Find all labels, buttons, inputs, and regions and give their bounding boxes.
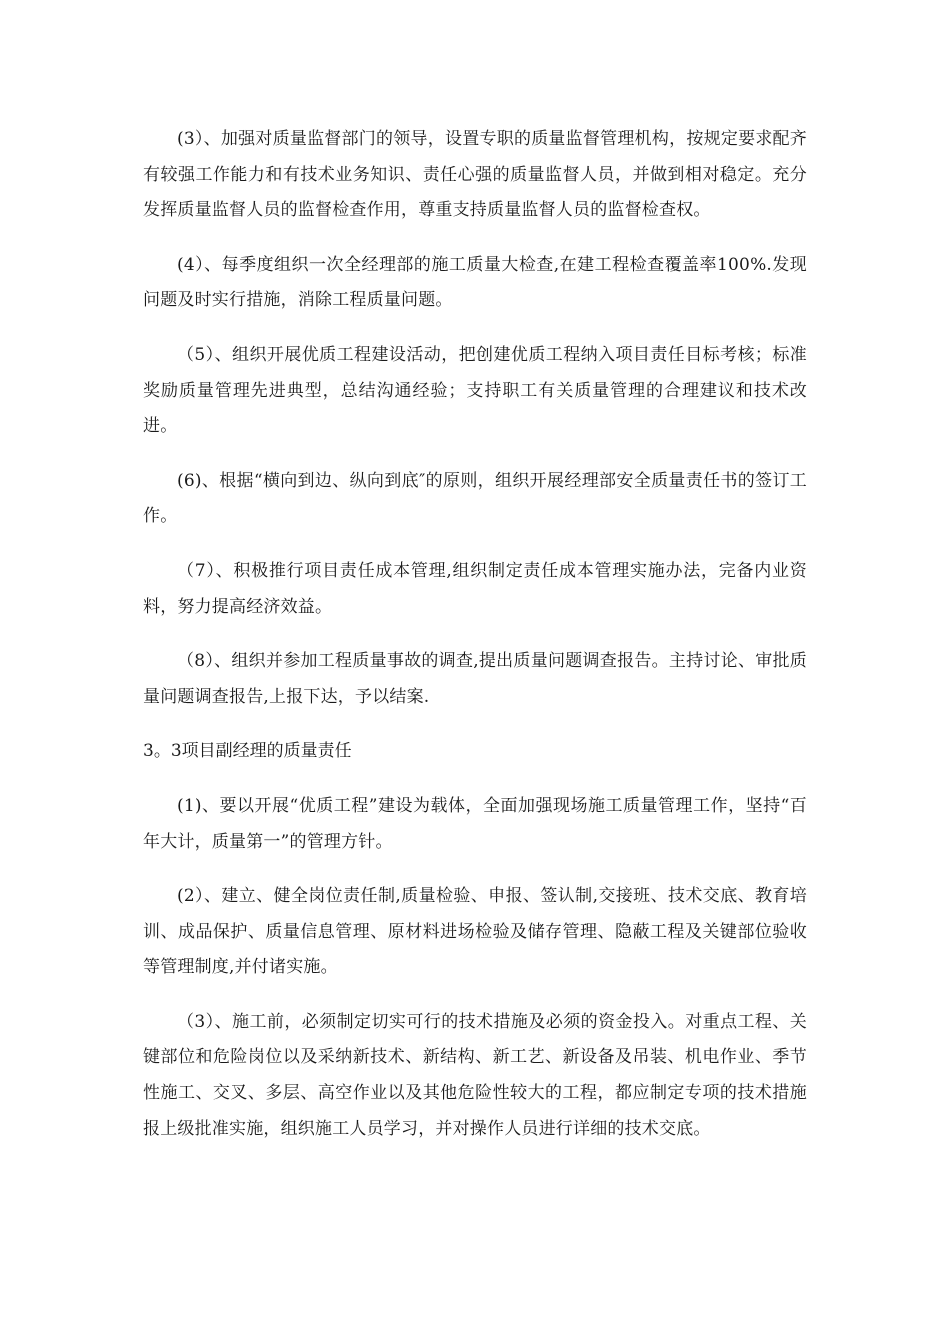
paragraph-6-responsibility-letter: (6)、根据“横向到边、纵向到底″的原则，组织开展经理部安全质量责任书的签订工作。 (143, 470, 807, 527)
paragraph-1-quality-campaign: (1)、要以开展“优质工程”建设为载体，全面加强现场施工质量管理工作，坚持“百年大计，质量第一”的管理方针。 (143, 795, 807, 852)
document-body (143, 122, 807, 1166)
paragraph-2-responsibility-system: (2）、建立、健全岗位责任制,质量检验、申报、签认制,交接班、技术交底、教育培训、成品保护、质量信息管理、原材料进场检验及储存管理、隐蔽工程及关键部位验收等管理制度,并付诸实施。 (143, 886, 807, 978)
paragraph-3-quality-supervision: (3）、加强对质量监督部门的领导，设置专职的质量监督管理机构，按规定要求配齐有较强工作能力和有技术业务知识、责任心强的质量监督人员，并做到相对稳定。充分发挥质量监督人员的监督检查作用，尊重支持质量监督人员的监督检查权。 (143, 129, 807, 221)
paragraph-5-quality-projects: （5）、组织开展优质工程建设活动，把创建优质工程纳入项目责任目标考核；标准奖励质量管理先进典型，总结沟通经验；支持职工有关质量管理的合理建议和技术改进。 (143, 344, 807, 437)
section-heading: 3。3项目副经理的质量责任 (143, 741, 352, 762)
paragraph-3-technical-measures: （3）、施工前，必须制定切实可行的技术措施及必须的资金投入。对重点工程、关键部位和危险岗位以及采纳新技术、新结构、新工艺、新设备及吊装、机电作业、季节性施工、交叉、多层、高空作业以及其他危险性较大的工程，都应制定专项的技术措施报上级批准实施，组织施工人员学习，并对操作人员进行详细的技术交底。 (143, 1011, 807, 1139)
paragraph-4-quarterly-inspection: (4）、每季度组织一次全经理部的施工质量大检查,在建工程检查覆盖率100%.发现问题及时实行措施，消除工程质量问题。 (143, 254, 807, 311)
paragraph-7-cost-management: （7）、积极推行项目责任成本管理,组织制定责任成本管理实施办法，完备内业资料，努力提高经济效益。 (143, 560, 807, 617)
paragraph-8-accident-investigation: （8）、组织并参加工程质量事故的调查,提出质量问题调查报告。主持讨论、审批质量问题调查报告,上报下达，予以结案. (143, 651, 807, 707)
